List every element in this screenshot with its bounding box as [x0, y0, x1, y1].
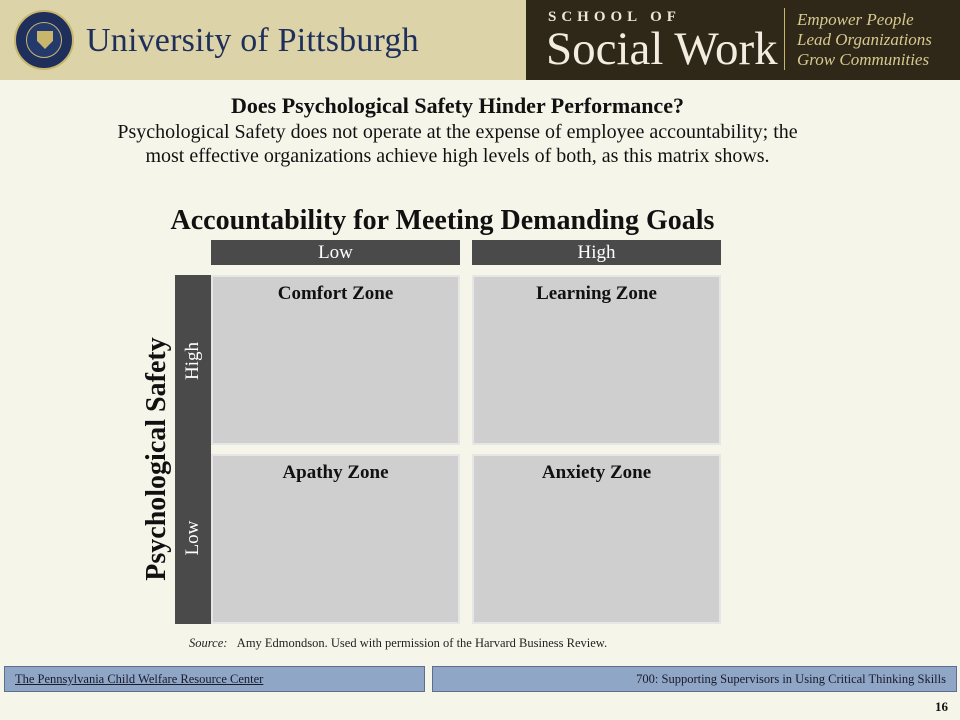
- row-header-low: Low: [182, 520, 203, 556]
- social-work-label: Social Work: [546, 23, 778, 75]
- anxiety-zone-label: Anxiety Zone: [541, 462, 652, 483]
- footer-organization-link[interactable]: The Pennsylvania Child Welfare Resource Center: [15, 672, 264, 686]
- apathy-zone-label: Apathy Zone: [282, 462, 389, 483]
- tagline-line-3: Grow Communities: [797, 50, 930, 69]
- comfort-zone-label: Comfort Zone: [277, 283, 394, 304]
- source-label: Source:: [189, 636, 228, 650]
- footer-course-title: 700: Supporting Supervisors in Using Critical Thinking Skills: [636, 672, 946, 686]
- school-tagline: [797, 10, 932, 70]
- university-seal-icon: [14, 10, 74, 70]
- school-of-label: SCHOOL OF: [548, 9, 681, 25]
- page-number: 16: [935, 699, 948, 714]
- comfort-zone-cell: [211, 275, 460, 445]
- tagline-line-1: Empower People: [797, 10, 914, 29]
- y-axis-label: Psychological Safety: [141, 337, 172, 581]
- learning-zone-cell: [472, 275, 721, 445]
- column-header-high: High: [472, 240, 721, 265]
- column-header-low: Low: [211, 240, 460, 265]
- matrix-title: Accountability for Meeting Demanding Goals: [170, 205, 715, 236]
- source-citation: [189, 636, 607, 651]
- learning-zone-label: Learning Zone: [536, 283, 657, 304]
- footer-right-box: [432, 666, 957, 692]
- header-university-band: [0, 0, 526, 80]
- row-header-high: High: [182, 342, 203, 380]
- tagline-line-2: Lead Organizations: [797, 30, 932, 49]
- university-name: University of Pittsburgh: [86, 22, 419, 59]
- slide-subtitle: Psychological Safety does not operate at the expense of employee accountability; the most effective organizations achieve high levels of both, as this matrix shows.: [117, 121, 798, 167]
- anxiety-zone-cell: [472, 454, 721, 624]
- source-text: Amy Edmondson. Used with permission of the Harvard Business Review.: [236, 636, 608, 650]
- apathy-zone-cell: [211, 454, 460, 624]
- tagline-divider: [784, 8, 785, 70]
- footer-left-box: [4, 666, 425, 692]
- slide-title: Does Psychological Safety Hinder Performance?: [231, 93, 684, 118]
